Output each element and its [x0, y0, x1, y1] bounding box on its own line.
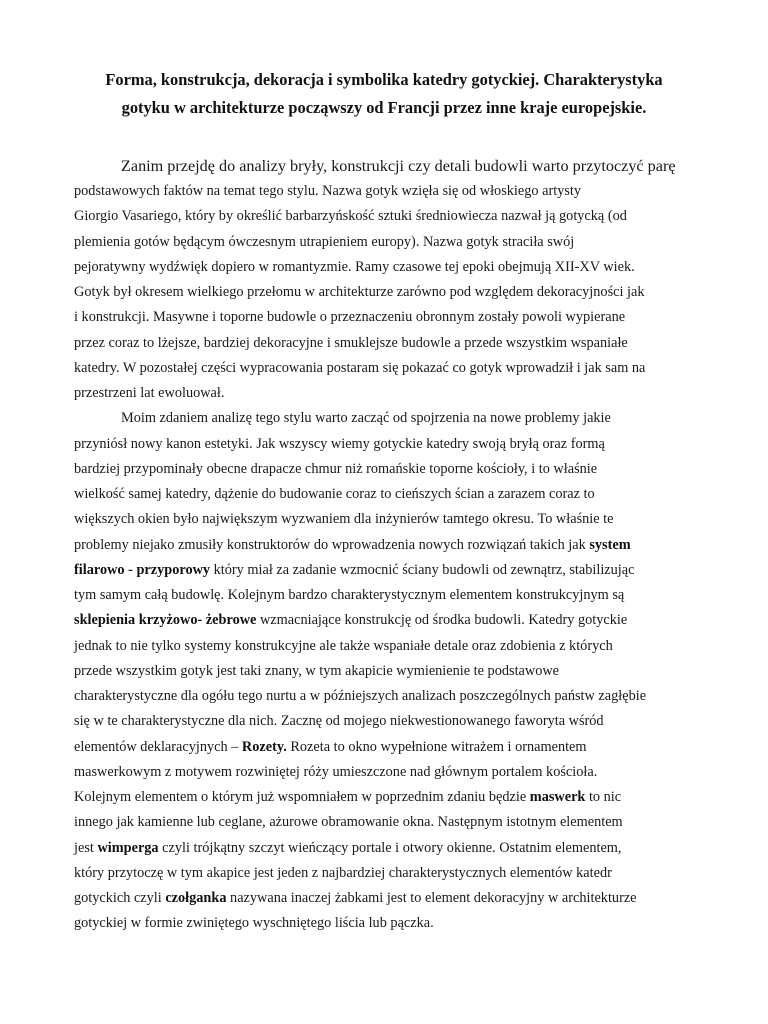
text-line: [74, 735, 700, 760]
bold-term: filarowo - przyporowy: [74, 561, 211, 578]
text-line: Moim zdaniem analizę tego stylu warto zacząć od spojrzenia na nowe problemy jakie: [121, 410, 611, 427]
title-line: Forma, konstrukcja, dekoracja i symbolika katedry gotyckiej. Charakterystyka: [105, 70, 663, 89]
text-run: gotyckich czyli: [74, 890, 166, 906]
text-line: przez coraz to lżejsze, bardziej dekoracyjne i smuklejsze budowle a przede wszystkim wspaniałe: [74, 334, 628, 351]
text-line: [74, 558, 700, 583]
document-title: [70, 66, 698, 122]
text-line: gotyckiej w formie zwiniętego wyschniętego liścia lub pączka.: [74, 915, 434, 932]
text-line: przyniósł nowy kanon estetyki. Jak wszyscy wiemy gotyckie katedry swoją bryłą oraz formą: [74, 435, 605, 452]
text-line: wielkość samej katedry, dążenie do budowanie coraz to cieńszych ścian a zarazem coraz to: [74, 486, 595, 502]
text-line: Zanim przejdę do analizy bryły, konstrukcji czy detali budowli warto przytoczyć parę: [121, 157, 676, 175]
title-line: gotyku w architekturze począwszy od Francji przez inne kraje europejskie.: [121, 98, 647, 117]
text-run: Kolejnym elementem o którym już wspomniałem w poprzednim zdaniu będzie: [74, 789, 530, 805]
text-line: Giorgio Vasariego, który by określić barbarzyńskość sztuki średniowiecza nazwał ją gotycką (od: [74, 208, 627, 225]
bold-term: wimperga: [97, 839, 159, 856]
text-line: [74, 533, 700, 558]
text-line: podstawowych faktów na temat tego stylu. Nazwa gotyk wzięła się od włoskiego artysty: [74, 183, 582, 199]
bold-term: sklepienia krzyżowo- żebrowe: [74, 612, 257, 629]
bold-term: maswerk: [529, 789, 586, 805]
paragraph-1: [74, 153, 700, 406]
text-run: Rozeta to okno wypełnione witrażem i ornamentem: [286, 738, 587, 755]
text-run: czyli trójkątny szczyt wieńczący portale i otwory okienne. Ostatnim elementem,: [158, 839, 622, 856]
bold-term: czołganka: [165, 890, 227, 906]
text-line: [74, 608, 700, 633]
text-line: się w te charakterystyczne dla nich. Zacznę od mojego niekwestionowanego faworyta wśród: [74, 713, 604, 730]
bold-term: system: [589, 536, 631, 553]
text-run: elementów deklaracyjnych –: [74, 738, 242, 755]
text-line: [74, 886, 700, 911]
text-line: Gotyk był okresem wielkiego przełomu w architekturze zarówno pod względem dekoracyjności jak: [74, 284, 645, 300]
text-line: i konstrukcji. Masywne i toporne budowle o przeznaczeniu obronnym zostały powoli wypierane: [74, 309, 626, 326]
text-run: nazywana inaczej żabkami jest to element dekoracyjny w architekturze: [226, 890, 637, 906]
text-line: przestrzeni lat ewoluował.: [74, 385, 225, 401]
text-line: charakterystyczne dla ogółu tego nurtu a w późniejszych analizach poszczególnych państw zagłębie: [74, 688, 647, 704]
text-run: problemy niejako zmusiły konstruktorów do wprowadzenia nowych rozwiązań takich jak: [74, 536, 590, 553]
text-line: bardziej przypominały obecne drapacze chmur niż romańskie toporne kościoły, i to właśnie: [74, 460, 598, 477]
text-line: pejoratywny wydźwięk dopiero w romantyzmie. Ramy czasowe tej epoki obejmują XII-XV wiek.: [74, 258, 635, 275]
text-line: przede wszystkim gotyk jest taki znany, w tym akapicie wymienienie te podstawowe: [74, 662, 560, 679]
text-run: jest: [74, 839, 98, 856]
text-line: innego jak kamienne lub ceglane, ażurowe obramowanie okna. Następnym istotnym elementem: [74, 814, 623, 831]
text-run: wzmacniające konstrukcję od środka budowli. Katedry gotyckie: [256, 612, 628, 629]
text-line: plemienia gotów będącym ówczesnym utrapieniem europy). Nazwa gotyk straciła swój: [74, 233, 575, 250]
text-line: katedry. W pozostałej części wypracowania postaram się pokazać co gotyk wprowadził i jak sam na: [74, 359, 646, 376]
document-body: [74, 153, 700, 937]
text-line: [74, 836, 700, 861]
text-line: maswerkowym z motywem rozwiniętej róży umieszczone nad głównym portalem kościoła.: [74, 763, 598, 780]
text-run: który miał za zadanie wzmocnić ściany budowli od zewnątrz, stabilizując: [210, 561, 635, 578]
text-run: to nic: [585, 789, 622, 805]
text-line: jednak to nie tylko systemy konstrukcyjne ale także wspaniałe detale oraz zdobienia z których: [74, 637, 613, 654]
text-line: większych okien było największym wyzwaniem dla inżynierów tamtego okresu. To właśnie te: [74, 511, 614, 528]
paragraph-2: [74, 406, 700, 936]
bold-term: Rozety.: [241, 738, 287, 755]
text-line: który przytoczę w tym akapice jest jeden z najbardziej charakterystycznych elementów katedr: [74, 864, 612, 881]
text-line: tym samym całą budowlę. Kolejnym bardzo charakterystycznym elementem konstrukcyjnym są: [74, 587, 625, 603]
text-line: [74, 785, 700, 810]
